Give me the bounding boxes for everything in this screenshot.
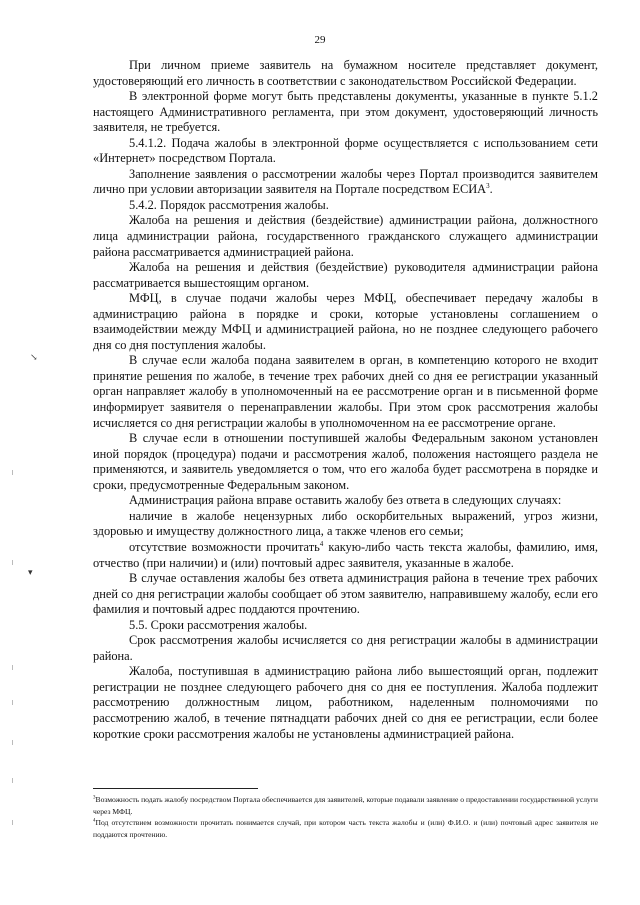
footnote-ref: 4 (319, 539, 324, 548)
paragraph-text: отсутствие возможности прочитать (129, 539, 320, 554)
footnotes (93, 794, 598, 840)
margin-tick (12, 778, 13, 783)
margin-tick (12, 665, 13, 670)
footnote-ref: 3 (486, 182, 490, 191)
paragraph: 5.5. Сроки рассмотрения жалобы. (129, 617, 308, 632)
paragraph: Жалоба на решения и действия (бездействие) руководителя администрации района рассматривается вышестоящим органом. (93, 260, 598, 290)
footnote-text: Возможность подать жалобу посредством Портала обеспечивается для заявителей, которые подавали заявление о предоставлении государственной услуги через МФЦ. (93, 795, 598, 816)
footnote-mark: 3 (93, 795, 96, 801)
footnote-mark: 4 (93, 818, 96, 824)
paragraph (93, 167, 598, 198)
paragraph: 5.4.1.2. Подача жалобы в электронной форме осуществляется с использованием сети «Интернет» посредством Портала. (93, 135, 598, 166)
paragraph-text: Заполнение заявления о рассмотрении жалобы через Портал производится заявителем лично при условии авторизации заявителя на Портале посредством ЕСИА (93, 166, 598, 197)
footnote (93, 794, 598, 817)
paragraph-tail: какую-либо часть текста жалобы, фамилию, имя, отчество (при наличии) и (или) почтовый адрес заявителя, указанные в жалобе. (93, 539, 599, 570)
paragraph: Администрация района вправе оставить жалобу без ответа в следующих случаях: (129, 493, 562, 508)
margin-tick (12, 560, 13, 565)
paragraph: наличие в жалобе нецензурных либо оскорбительных выражений, угроз жизни, здоровью и имуществу должностного лица, а также членов его семьи; (93, 508, 598, 539)
paragraph-tail: . (489, 182, 493, 197)
paragraph: Жалоба, поступившая в администрацию района либо вышестоящий орган, подлежит регистрации не позднее следующего рабочего дня со дня ее поступления. Жалоба подлежит рассмотрению должностным лицом, работником, наделенным полномочиями по рассмотрению жалоб, в течение пятнадцати рабочих дней со дня ее регистрации, если более короткие сроки рассмотрения жалобы не установлены администрацией района. (93, 664, 598, 741)
paragraph: В случае если в отношении поступившей жалобы Федеральным законом установлен иной порядок (процедура) подачи и рассмотрения жалоб, положения настоящего раздела не применяются, и заявитель уведомляется о том, что его жалоба будет рассмотрена в порядке и сроки, предусмотренные Федеральным законом. (93, 431, 598, 492)
margin-mark: ▾ (28, 567, 33, 577)
margin-tick (12, 470, 13, 475)
margin-tick (12, 820, 13, 825)
footnote-separator (93, 788, 258, 789)
paragraph: В электронной форме могут быть представлены документы, указанные в пункте 5.1.2 настоящего Административного регламента, при этом документ, удостоверяющий личность заявителя, не требуется. (93, 89, 598, 135)
footnote (93, 817, 598, 840)
paragraph: Срок рассмотрения жалобы исчисляется со дня регистрации жалобы в администрации района. (93, 633, 598, 663)
paragraph: В случае если жалоба подана заявителем в орган, в компетенцию которого не входит принятие решения по жалобе, в течение трех рабочих дней со дня ее регистрации указанный орган направляет жалобу в уполномоченный на ее рассмотрение орган и в письменной форме информирует заявителя о перенаправлении жалобы. При этом срок рассмотрения жалобы исчисляется со дня регистрации жалобы в уполномоченном на ее рассмотрение органе. (93, 353, 598, 430)
paragraph: В случае оставления жалобы без ответа администрация района в течение трех рабочих дней со дня регистрации жалобы сообщает об этом заявителю, направившему жалобу, если его фамилия и почтовый адрес поддаются прочтению. (93, 571, 598, 617)
paragraph: 5.4.2. Порядок рассмотрения жалобы. (129, 197, 329, 212)
margin-tick (12, 740, 13, 745)
document-body (93, 58, 598, 742)
paragraph: МФЦ, в случае подачи жалобы через МФЦ, обеспечивает передачу жалобы в администрацию района в порядке и сроки, которые установлены соглашением о взаимодействии между МФЦ и администрацией района, но не позднее следующего рабочего дня со дня поступления жалобы. (93, 291, 598, 352)
page-number: 29 (314, 34, 326, 46)
paragraph: При личном приеме заявитель на бумажном носителе представляет документ, удостоверяющий его личность в соответствии с законодательством Российской Федерации. (93, 58, 598, 88)
paragraph (93, 540, 598, 571)
footnote-text: Под отсутствием возможности прочитать понимается случай, при котором часть текста жалобы и (или) Ф.И.О. и (или) почтовый адрес заявителя не поддаются прочтению. (93, 818, 598, 839)
margin-tick (12, 700, 13, 705)
paragraph: Жалоба на решения и действия (бездействие) администрации района, должностного лица администрации района, государственного гражданского служащего администрации района рассматривается администрацией района. (93, 213, 598, 259)
margin-mark: ↘ (30, 352, 38, 362)
